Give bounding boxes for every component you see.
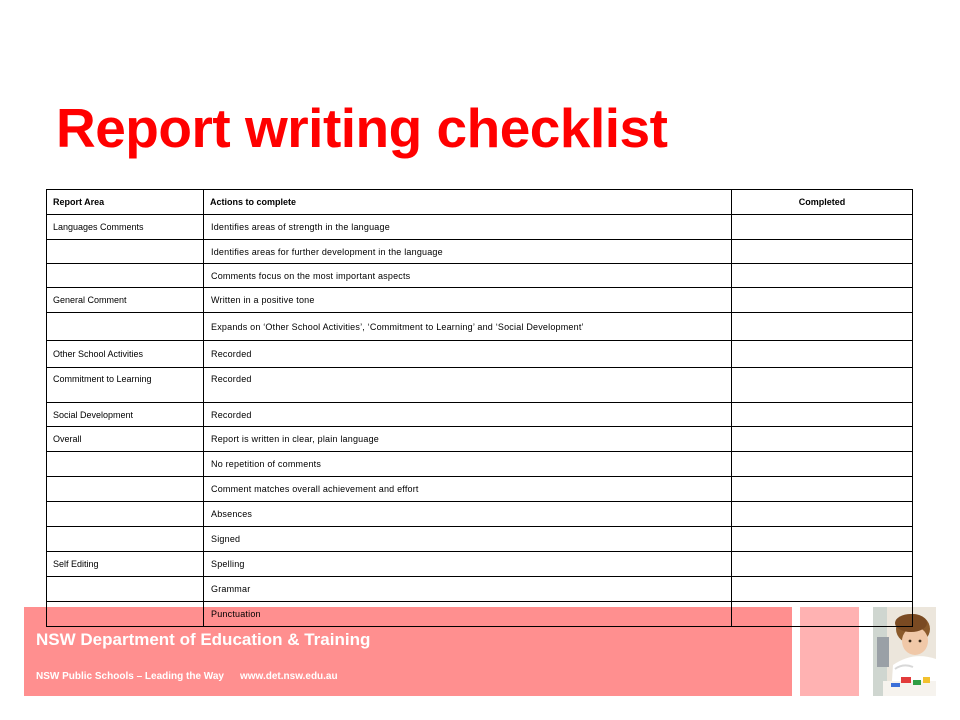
row-action: Expands on ‘Other School Activities’, ‘Commitment to Learning’ and ‘Social Development’ bbox=[204, 313, 732, 341]
checklist-table bbox=[46, 189, 913, 627]
row-area: Commitment to Learning bbox=[47, 368, 204, 403]
row-action: Comments focus on the most important aspects bbox=[204, 264, 732, 288]
page-title: Report writing checklist bbox=[56, 97, 668, 159]
row-action: Recorded bbox=[204, 403, 732, 427]
row-completed-cell[interactable] bbox=[732, 240, 913, 264]
row-action: Signed bbox=[204, 527, 732, 552]
footer-tagline: NSW Public Schools – Leading the Way bbox=[36, 671, 224, 682]
row-completed-cell[interactable] bbox=[732, 264, 913, 288]
table-row bbox=[47, 215, 913, 240]
row-area: Overall bbox=[47, 427, 204, 452]
row-action: Report is written in clear, plain language bbox=[204, 427, 732, 452]
row-action: No repetition of comments bbox=[204, 452, 732, 477]
header-actions: Actions to complete bbox=[204, 190, 732, 215]
footer-org-name: NSW Department of Education & Training bbox=[36, 630, 371, 649]
table-row bbox=[47, 577, 913, 602]
table-row bbox=[47, 602, 913, 627]
row-action: Identifies areas of strength in the language bbox=[204, 215, 732, 240]
table-row bbox=[47, 527, 913, 552]
table-row bbox=[47, 240, 913, 264]
row-area: General Comment bbox=[47, 288, 204, 313]
row-completed-cell[interactable] bbox=[732, 502, 913, 527]
footer-website-link[interactable]: www.det.nsw.edu.au bbox=[240, 671, 338, 682]
table-row bbox=[47, 264, 913, 288]
row-completed-cell[interactable] bbox=[732, 368, 913, 403]
row-action: Spelling bbox=[204, 552, 732, 577]
row-area: Social Development bbox=[47, 403, 204, 427]
row-area bbox=[47, 264, 204, 288]
row-completed-cell[interactable] bbox=[732, 313, 913, 341]
row-area: Languages Comments bbox=[47, 215, 204, 240]
row-action: Grammar bbox=[204, 577, 732, 602]
row-area bbox=[47, 477, 204, 502]
row-completed-cell[interactable] bbox=[732, 527, 913, 552]
row-completed-cell[interactable] bbox=[732, 602, 913, 627]
table-row bbox=[47, 552, 913, 577]
row-action: Recorded bbox=[204, 368, 732, 403]
row-completed-cell[interactable] bbox=[732, 577, 913, 602]
row-action: Absences bbox=[204, 502, 732, 527]
row-area bbox=[47, 240, 204, 264]
table-row bbox=[47, 313, 913, 341]
table-row bbox=[47, 502, 913, 527]
table-row bbox=[47, 477, 913, 502]
row-completed-cell[interactable] bbox=[732, 288, 913, 313]
table-row bbox=[47, 403, 913, 427]
row-area bbox=[47, 502, 204, 527]
row-action: Identifies areas for further development in the language bbox=[204, 240, 732, 264]
table-row bbox=[47, 427, 913, 452]
row-area bbox=[47, 313, 204, 341]
row-action: Punctuation bbox=[204, 602, 732, 627]
row-completed-cell[interactable] bbox=[732, 477, 913, 502]
row-area: Self Editing bbox=[47, 552, 204, 577]
row-completed-cell[interactable] bbox=[732, 341, 913, 368]
header-report-area: Report Area bbox=[47, 190, 204, 215]
footer-tagline-line bbox=[36, 671, 338, 682]
table-header-row bbox=[47, 190, 913, 215]
row-action: Recorded bbox=[204, 341, 732, 368]
table-row bbox=[47, 288, 913, 313]
table-row bbox=[47, 368, 913, 403]
row-completed-cell[interactable] bbox=[732, 552, 913, 577]
table-row bbox=[47, 341, 913, 368]
row-completed-cell[interactable] bbox=[732, 215, 913, 240]
row-area bbox=[47, 602, 204, 627]
row-completed-cell[interactable] bbox=[732, 452, 913, 477]
row-completed-cell[interactable] bbox=[732, 403, 913, 427]
table-row bbox=[47, 452, 913, 477]
row-completed-cell[interactable] bbox=[732, 427, 913, 452]
row-area bbox=[47, 452, 204, 477]
row-area: Other School Activities bbox=[47, 341, 204, 368]
row-action: Written in a positive tone bbox=[204, 288, 732, 313]
row-area bbox=[47, 527, 204, 552]
row-action: Comment matches overall achievement and effort bbox=[204, 477, 732, 502]
header-completed: Completed bbox=[732, 190, 913, 215]
row-area bbox=[47, 577, 204, 602]
